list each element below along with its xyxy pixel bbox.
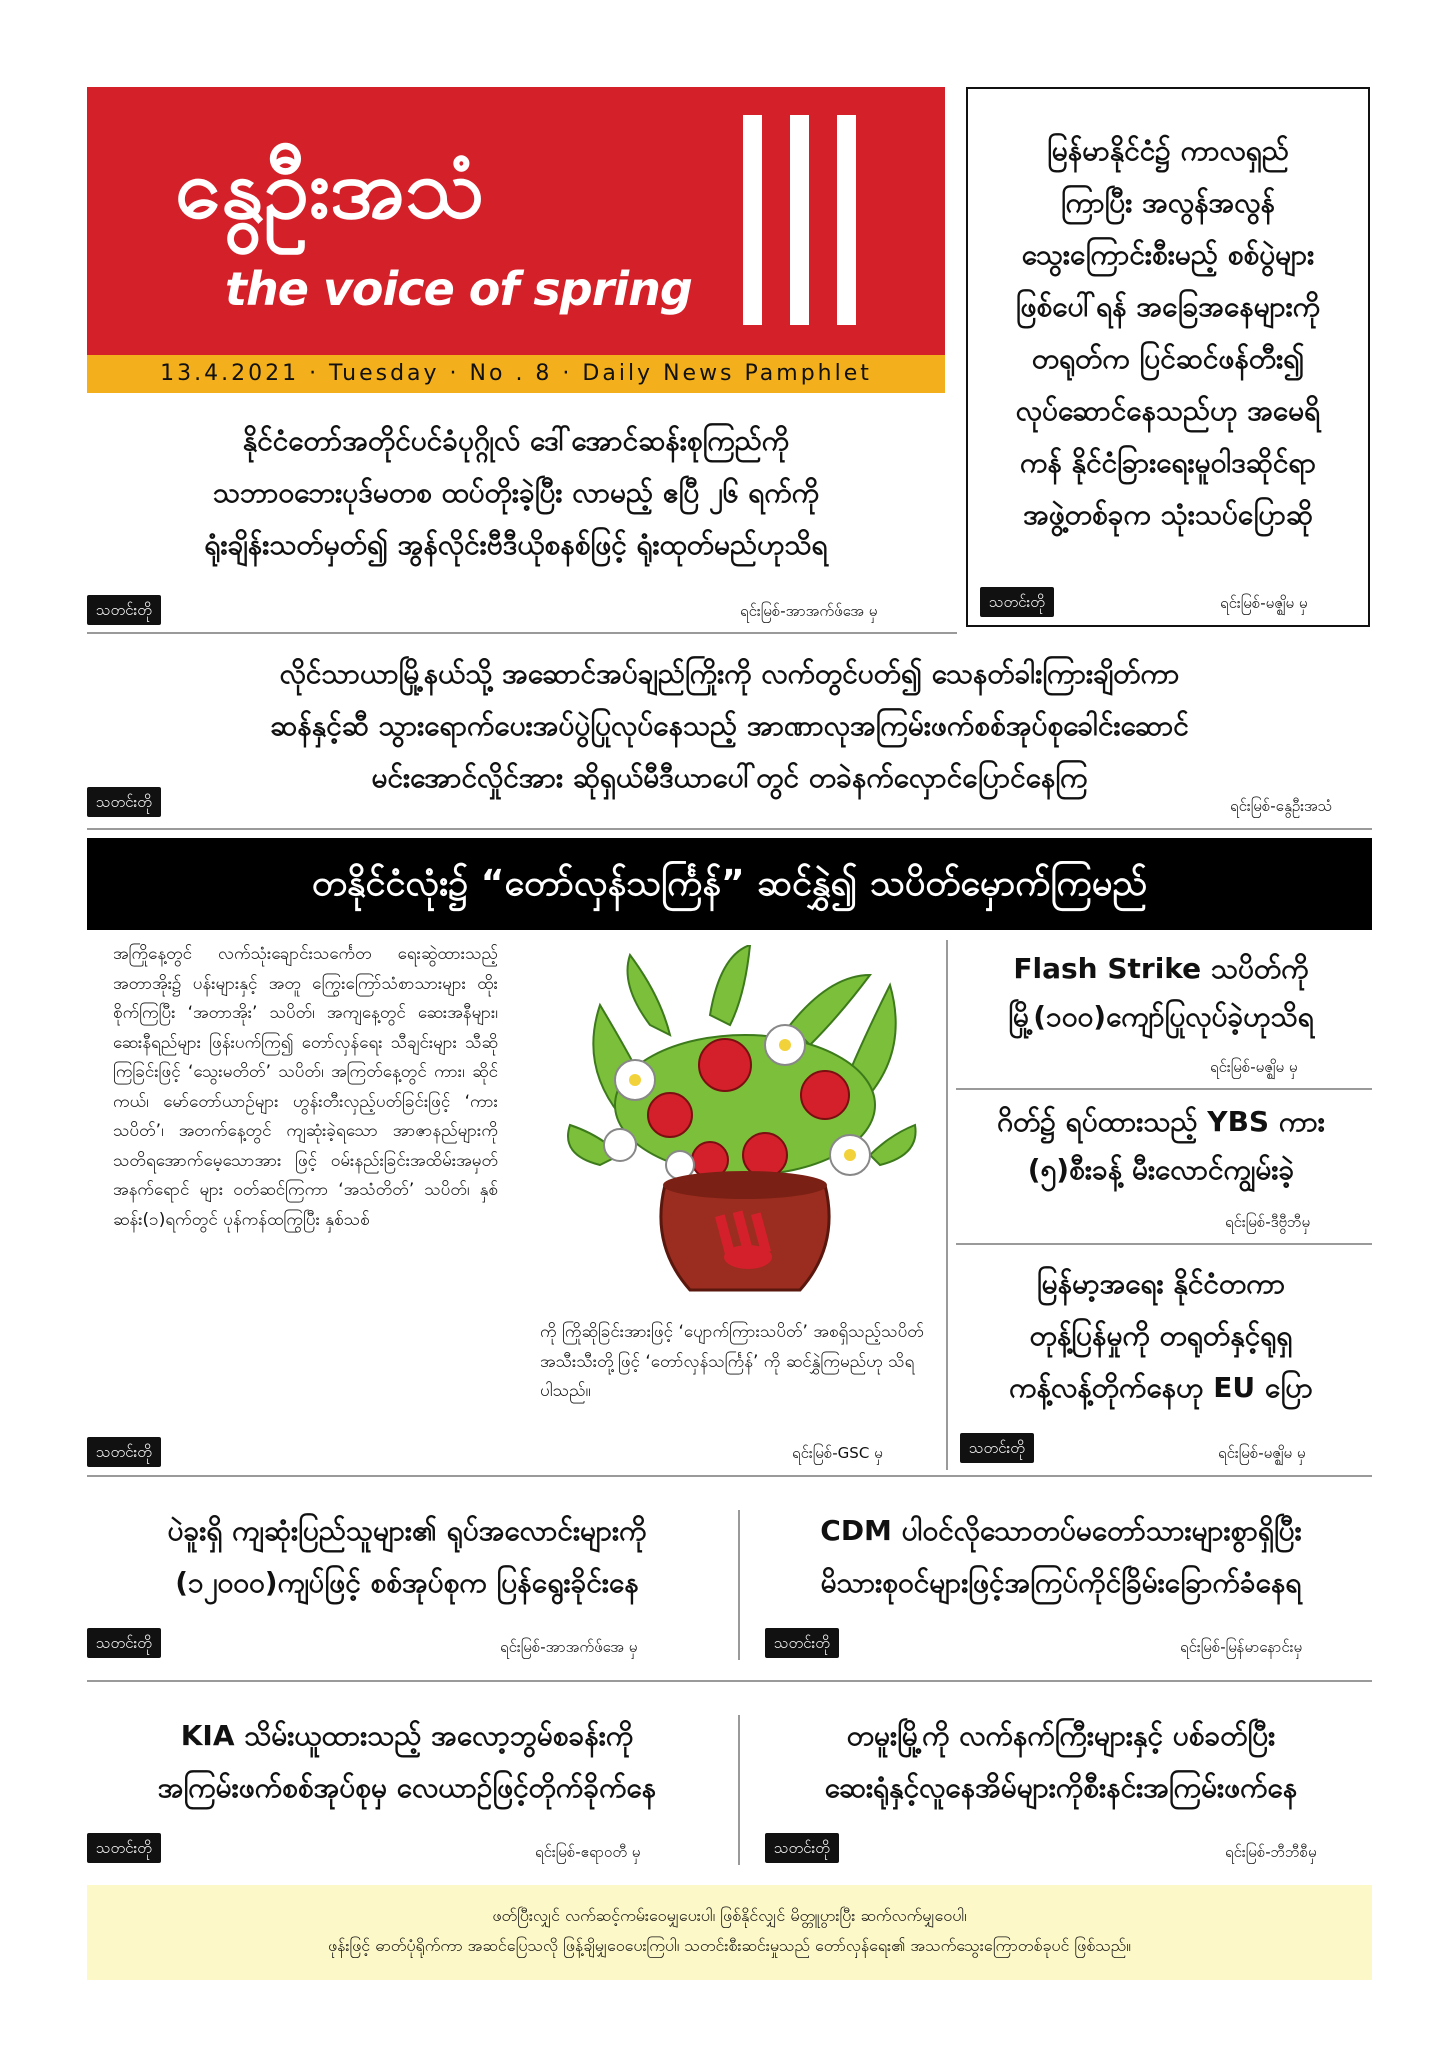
headline-top-left: နိုင်ငံတော်အတိုင်ပင်ခံပုဂ္ဂိုလ် ဒေါ်အောင်ဆန်းစုကြည်ကို သဘာဝဘေးပုဒ်မတစ ထပ်တိုးခဲ့ပြီး လာမည့် ဧပြီ ၂၆ ရက်ကို ရုံးချိန်းသတ်မှတ်၍ အွန်လိုင်းဗီဒီယိုစနစ်ဖြင့် ရုံးထုတ်မည်ဟုသိရ xyxy=(204,424,828,561)
source-row4-right: ရင်းမြစ်-ဘီဘီစီမှ xyxy=(1225,1843,1317,1861)
news-tag: သတင်းတို xyxy=(765,1628,839,1658)
footer-notice xyxy=(87,1885,1372,1980)
headline-side-1: Flash Strike သပိတ်ကို မြို့(၁၀၀)ကျော်ပြုလုပ်ခဲ့ဟုသိရ xyxy=(1008,952,1314,1033)
dateline: 13.4.2021 · Tuesday · No . 8 · Daily News Pamphlet xyxy=(87,355,945,393)
divider xyxy=(956,1088,1372,1090)
source-top-left: ရင်းမြစ်-အာအက်ဖ်အေ မှ xyxy=(740,602,878,620)
headline-row3-left: ပဲခူးရှိ ကျဆုံးပြည်သူများ၏ ရုပ်အလောင်းများကို (၁၂၀၀၀)ကျပ်ဖြင့် စစ်အုပ်စုက ပြန်ရွေးခိုင်းနေ xyxy=(167,1514,647,1599)
divider xyxy=(956,1243,1372,1245)
source-row4-left: ရင်းမြစ်-ဧရာဝတီ မှ xyxy=(535,1843,641,1861)
headline-row3-right: CDM ပါဝင်လိုသောတပ်မတော်သားများစွာရှိပြီး မိသားစုဝင်များဖြင့်အကြပ်ကိုင်ခြိမ်းခြောက်ခံနေရ xyxy=(820,1514,1302,1599)
news-tag: သတင်းတို xyxy=(87,595,161,625)
news-tag: သတင်းတို xyxy=(765,1833,839,1863)
news-tag: သတင်းတို xyxy=(960,1433,1034,1463)
divider xyxy=(87,1680,1372,1682)
footer-line-2: ဖုန်းဖြင့် ဓာတ်ပုံရိုက်ကာ အဆင်ပြေသလို ဖြန့်ချိမျှဝေပေးကြပါ၊ သတင်းစီးဆင်းမှုသည် တော်လှန်ရေး၏ အသက်သွေးကြောတစ်ခုပင် ဖြစ်သည်။ xyxy=(327,1936,1132,1955)
three-finger-bar-2 xyxy=(790,115,809,325)
headline-side-3: မြန်မာ့အရေး နိုင်ငံတကာ တုန့်ပြန်မှုကို တရုတ်နှင့်ရုရှ ကန့်လန့်တိုက်နေဟု EU ပြော xyxy=(1009,1267,1313,1404)
divider xyxy=(87,632,957,634)
news-tag: သတင်းတို xyxy=(87,1833,161,1863)
news-tag: သတင်းတို xyxy=(980,587,1054,617)
column-divider xyxy=(946,940,948,1470)
masthead-title: နွေဦးအသံ xyxy=(175,142,485,237)
news-tag: သတင်းတို xyxy=(87,787,161,817)
headline-side-2: ဂိတ်၌ ရပ်ထားသည့် YBS ကား (၅)စီးခန့် မီးလောင်ကျွမ်းခဲ့ xyxy=(997,1105,1325,1186)
source-side-1: ရင်းမြစ်-မဇ္ဈိမ မှ xyxy=(1210,1058,1298,1076)
three-finger-bar-1 xyxy=(743,115,762,325)
source-middle: ရင်းမြစ်-နွေဦးအသံ xyxy=(1230,797,1333,815)
column-divider xyxy=(738,1715,740,1865)
feature-body-left: အကြိုနေ့တွင် လက်သုံးချောင်းသင်္ကေတ ရေးဆွဲထားသည့်အတာအိုး၌ ပန်းများနှင့် အတူ ကြွေးကြော်သံစာသားများ ထိုးစိုက်ကြပြီး ‘အတာအိုး’ သပိတ်၊ အကျနေ့တွင် ဆေးအနီများ၊ ဆေးနီရည်များ ဖြန်းပက်ကြ၍ တော်လှန်ရေး သီချင်းများ သီဆိုကြခြင်းဖြင့် ‘သွေးမတိတ်’ သပိတ်၊ အကြတ်နေ့တွင် ကား၊ ဆိုင်ကယ်၊ မော်တော်ယာဉ်များ ဟွန်းတီးလှည့်ပတ်ခြင်းဖြင့် ‘ကားသပိတ်’၊ အတက်နေ့တွင် ကျဆုံးခဲ့ရသော အာဇာနည်များကို သတိရအောက်မေ့သောအား ဖြင့် ဝမ်းနည်းခြင်းအထိမ်းအမှတ် အနက်ရောင် များ ဝတ်ဆင်ကြကာ ‘အသံတိတ်’ သပိတ်၊ နှစ်ဆန်း(၁)ရက်တွင် ပုန်ကန်ထကြွပြီး နှစ်သစ် xyxy=(113,944,498,1230)
headline-row4-left: KIA သိမ်းယူထားသည့် အလော့ဘွမ်စခန်းကို အကြမ်းဖက်စစ်အုပ်စုမှ လေယာဉ်ဖြင့်တိုက်ခိုက်နေ xyxy=(157,1719,657,1804)
news-tag: သတင်းတို xyxy=(87,1628,161,1658)
news-tag: သတင်းတို xyxy=(87,1437,161,1467)
headline-top-right: မြန်မာနိုင်ငံ၌ ကာလရှည် ကြာပြီး အလွန်အလွန် သွေးကြောင်းစီးမည့် စစ်ပွဲများ ဖြစ်ပေါ်ရန် အခြေအနေများကို တရုတ်က ပြင်ဆင်ဖန်တီး၍ လုပ်ဆောင်နေသည်ဟု အမေရိ ကန် နိုင်ငံခြားရေးမူဝါဒဆိုင်ရာ အဖွဲ့တစ်ခုက သုံးသပ်ပြောဆို xyxy=(1015,134,1321,531)
headline-middle: လိုင်သာယာမြို့နယ်သို့ အဆောင်အပ်ချည်ကြိုးကို လက်တွင်ပတ်၍ သေနတ်ခါးကြားချိတ်ကာ ဆန်နှင့်ဆီ သွားရောက်ပေးအပ်ပွဲပြုလုပ်နေသည့် အာဏာလုအကြမ်းဖက်စစ်အုပ်စုခေါင်းဆောင် မင်းအောင်လှိုင်အား ဆိုရှယ်မီဒီယာပေါ်တွင် တခဲနက်လှောင်ပြောင်နေကြ xyxy=(270,657,1189,794)
divider xyxy=(87,828,1372,830)
footer-line-1: ဖတ်ပြီးလျှင် လက်ဆင့်ကမ်းဝေမျှပေးပါ၊ ဖြစ်နိုင်လျှင် မိတ္တူပွားပြီး ဆက်လက်မျှဝေပါ၊ xyxy=(492,1906,967,1925)
source-side-3: ရင်းမြစ်-မဇ္ဈိမ မှ xyxy=(1218,1444,1306,1462)
three-finger-bar-3 xyxy=(837,115,856,325)
source-side-2: ရင်းမြစ်-ဒီဗွီဘီမှ xyxy=(1225,1213,1311,1231)
source-row3-left: ရင်းမြစ်-အာအက်ဖ်အေ မှ xyxy=(500,1638,638,1656)
source-row3-right: ရင်းမြစ်-မြန်မာနောင်းမှ xyxy=(1180,1638,1303,1656)
banner-headline: တနိုင်ငံလုံး၌ “တော်လှန်သင်္ကြန်” ဆင်နွှဲ၍ သပိတ်မှောက်ကြမည် xyxy=(87,838,1372,930)
source-top-right: ရင်းမြစ်-မဇ္ဈိမ မှ xyxy=(1220,594,1308,612)
feature-body-right: ကို ကြိုဆိုခြင်းအားဖြင့် ‘ပျောက်ကြားသပိတ်’ အစရှိသည့်သပိတ်အသီးသီးတို့ဖြင့် ‘တော်လှန်သင်္ကြန်’ ကို ဆင်နွှဲကြမည်ဟု သိရပါသည်။ xyxy=(540,1322,924,1401)
flower-pot-illustration-icon xyxy=(560,945,930,1310)
source-feature: ရင်းမြစ်-GSC မှ xyxy=(792,1444,883,1462)
masthead-subtitle: the voice of spring xyxy=(225,262,692,316)
divider xyxy=(87,1475,1372,1477)
column-divider xyxy=(738,1510,740,1660)
headline-row4-right: တမူးမြို့ကို လက်နက်ကြီးများနှင့် ပစ်ခတ်ပြီး ဆေးရုံနှင့်လူနေအိမ်များကိုစီးနင်းအကြမ်းဖက်နေ xyxy=(824,1719,1298,1804)
